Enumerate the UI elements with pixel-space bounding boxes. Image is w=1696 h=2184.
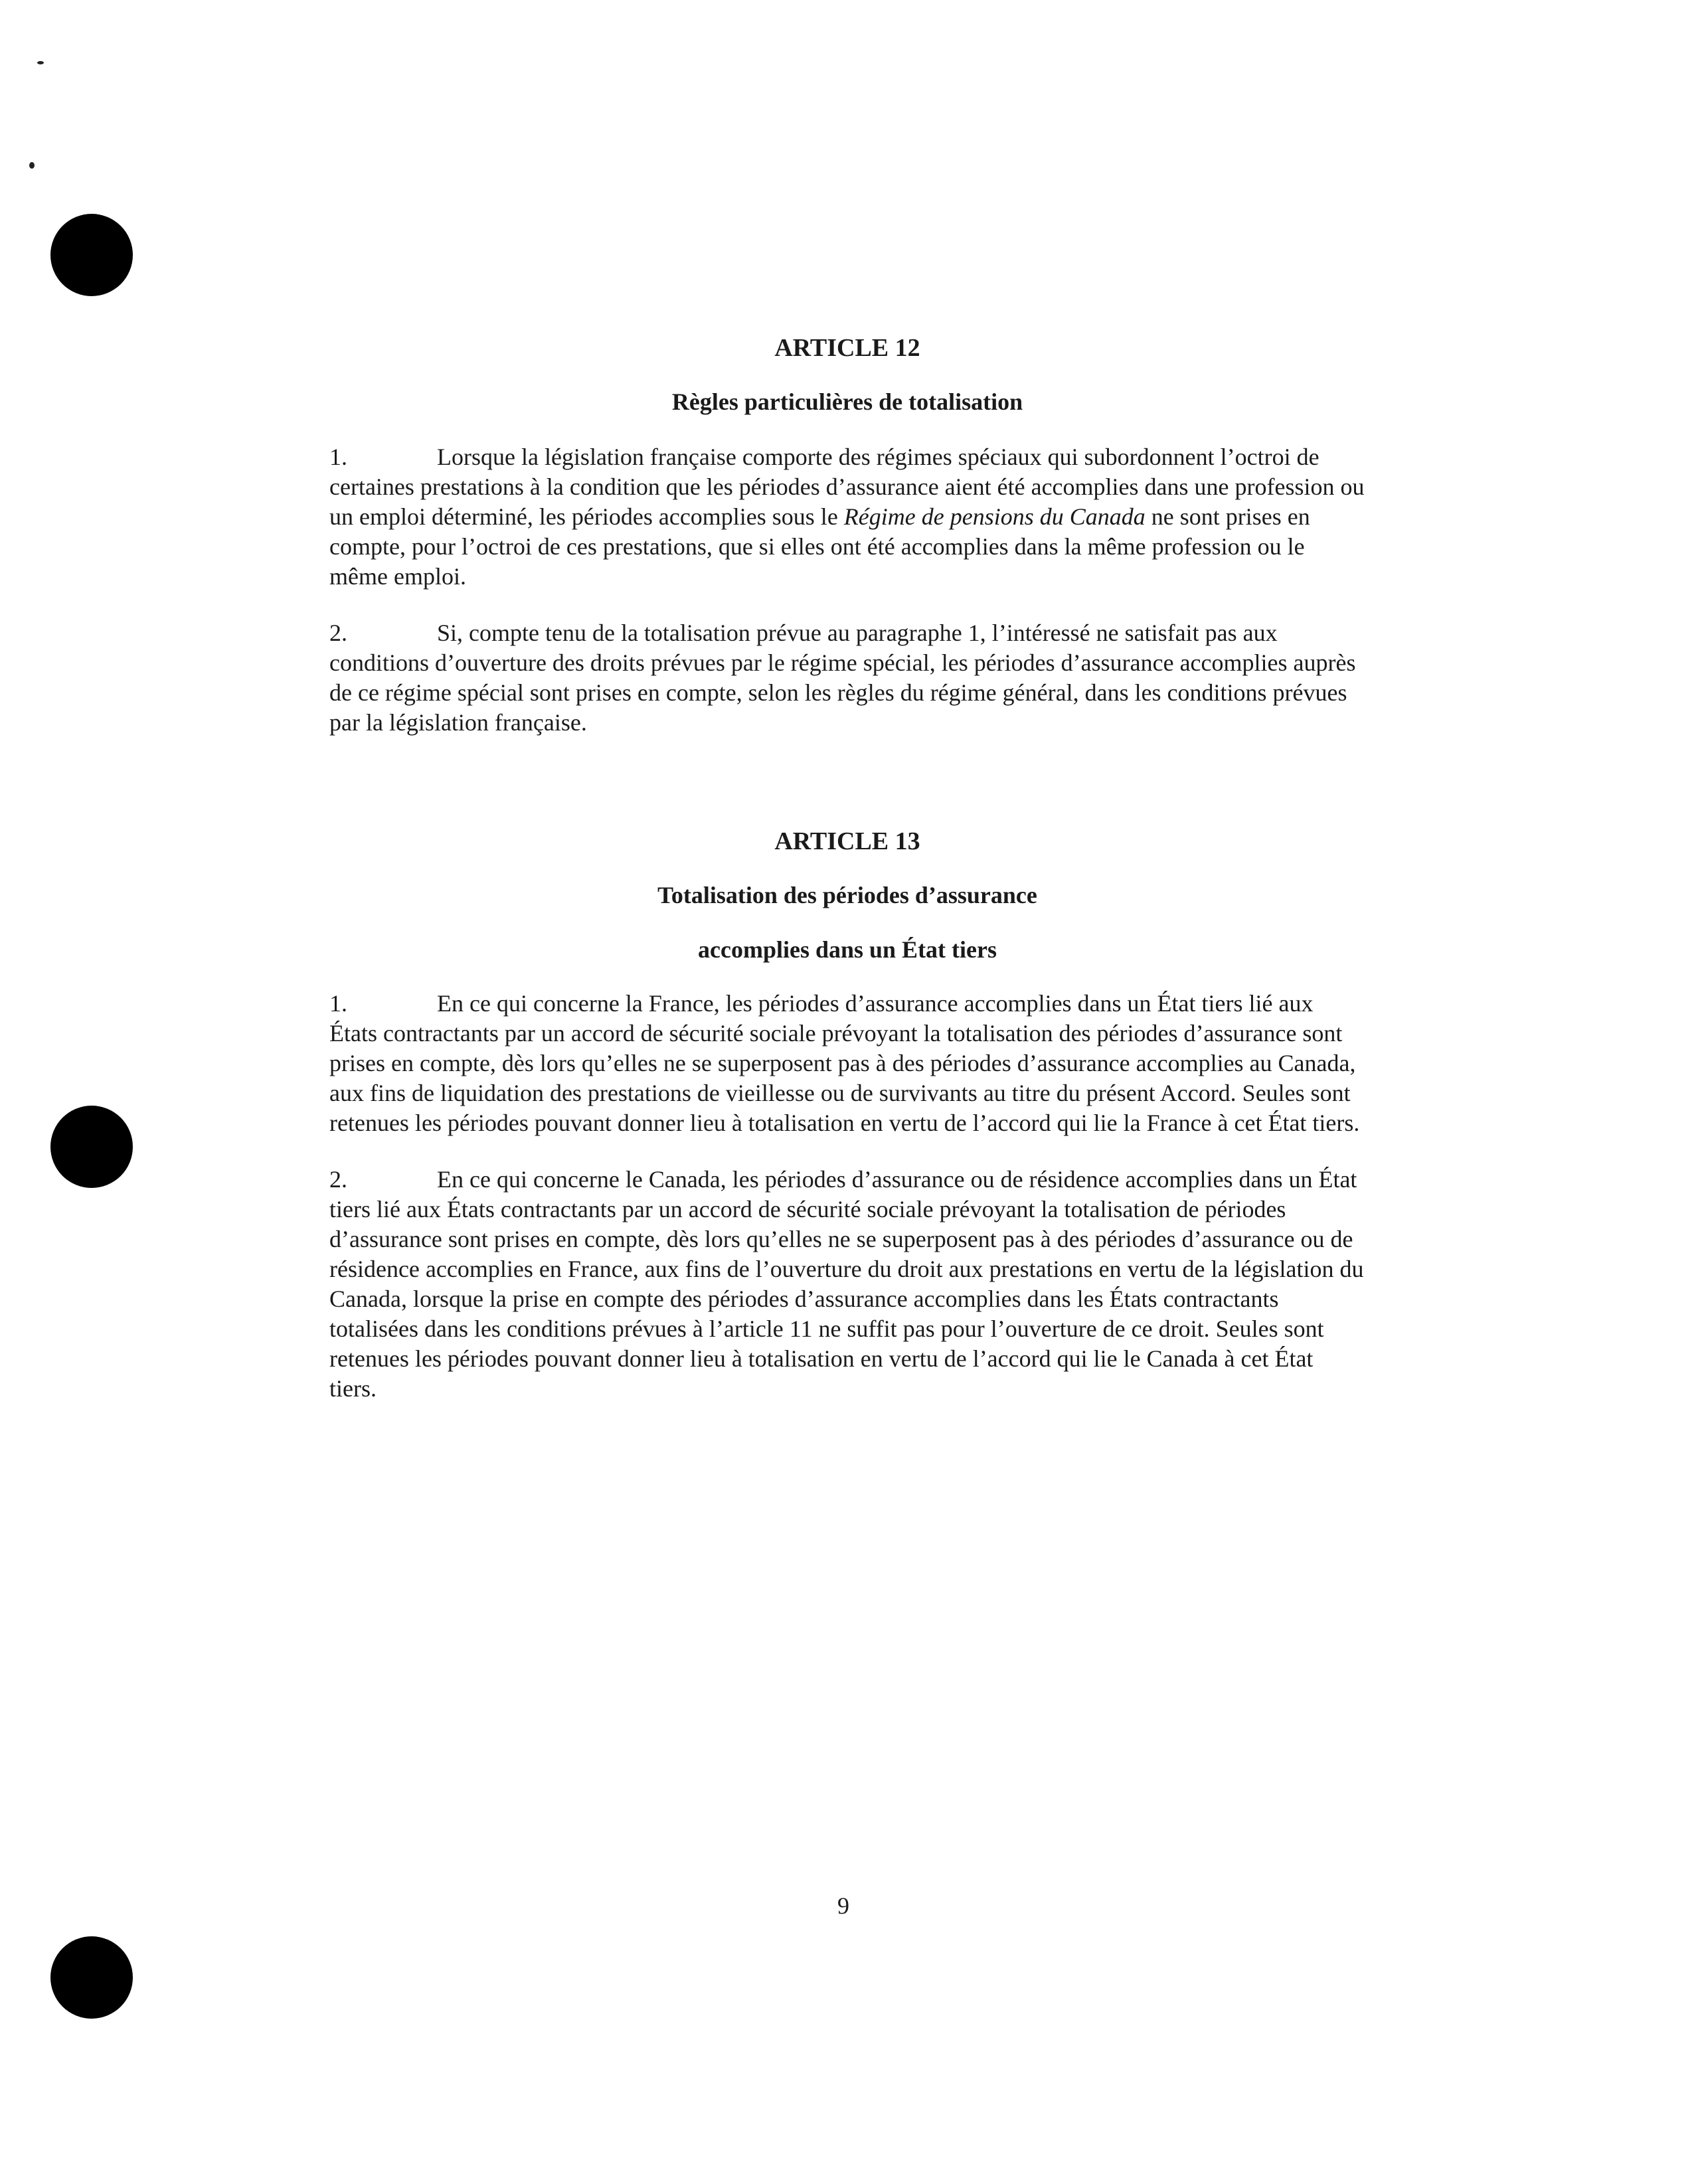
- article-12: [329, 332, 1365, 738]
- article-12-heading: ARTICLE 12: [774, 334, 920, 362]
- paragraph-text: ne sont prises en compte, pour l’octroi de ces prestations, que si elles ont été accomplies dans la même profession ou le même emploi.: [329, 503, 1310, 590]
- article-13-subtitle-line-2: accomplies dans un État tiers: [698, 936, 997, 963]
- paragraph-text: Si, compte tenu de la totalisation prévue au paragraphe 1, l’intéressé ne satisfait pas aux conditions d’ouverture des droits prévues par le régime spécial, les périodes d’assurance accomplies auprès de ce régime spécial sont prises en compte, selon les règles du régime général, dans les conditions prévues par la législation française.: [329, 620, 1356, 736]
- article-13-heading: ARTICLE 13: [774, 827, 920, 855]
- paragraph-text: En ce qui concerne le Canada, les périodes d’assurance ou de résidence accomplies dans un État tiers lié aux États contractants par un accord de sécurité sociale prévoyant la totalisation de périodes d’assurance sont prises en compte, dès lors qu’elles ne se superposent pas à des périodes d’assurance ou de résidence accomplies en France, aux fins de l’ouverture du droit aux prestations en vertu de la législation du Canada, lorsque la prise en compte des périodes d’assurance accomplies dans les États contractants totalisées dans les conditions prévues à l’article 11 ne suffit pas pour l’ouverture de ce droit. Seules sont retenues les périodes pouvant donner lieu à totalisation en vertu de l’accord qui lie le Canada à cet État tiers.: [329, 1166, 1364, 1402]
- article-13: [329, 825, 1365, 1404]
- paragraph-number: 1.: [329, 444, 347, 470]
- article-12-paragraph-2: [329, 618, 1365, 738]
- paragraph-number: 1.: [329, 990, 347, 1017]
- article-12-paragraph-1: [329, 442, 1365, 592]
- binder-hole-bottom: [50, 1936, 133, 2019]
- paragraph-italic-text: Régime de pensions du Canada: [843, 503, 1145, 530]
- paragraph-number: 2.: [329, 620, 347, 646]
- article-13-subtitle-line-1: Totalisation des périodes d’assurance: [657, 882, 1037, 908]
- binder-hole-middle: [50, 1106, 133, 1188]
- scan-speck: [29, 162, 35, 169]
- paragraph-number: 2.: [329, 1166, 347, 1193]
- page-number: 9: [837, 1892, 849, 1919]
- paragraph-text: En ce qui concerne la France, les périodes d’assurance accomplies dans un État tiers lié aux États contractants par un accord de sécurité sociale prévoyant la totalisation des périodes d’assurance sont prises en compte, dès lors qu’elles ne se superposent pas à des périodes d’assurance accomplies au Canada, aux fins de liquidation des prestations de vieillesse ou de survivants au titre du présent Accord. Seules sont retenues les périodes pouvant donner lieu à totalisation en vertu de l’accord qui lie la France à cet État tiers.: [329, 990, 1360, 1136]
- article-12-subtitle: Règles particulières de totalisation: [671, 388, 1023, 415]
- article-13-paragraph-2: [329, 1165, 1365, 1404]
- scan-speck: [37, 61, 44, 64]
- binder-hole-top: [50, 214, 133, 296]
- paragraph-text: Lorsque la législation française comporte des régimes spéciaux qui subordonnent l’octroi de certaines prestations à la condition que les périodes d’assurance aient été accomplies dans une profession ou un emploi déterminé, les périodes accomplies sous le: [329, 444, 1365, 530]
- document-body: [329, 332, 1365, 1404]
- article-13-paragraph-1: [329, 989, 1365, 1138]
